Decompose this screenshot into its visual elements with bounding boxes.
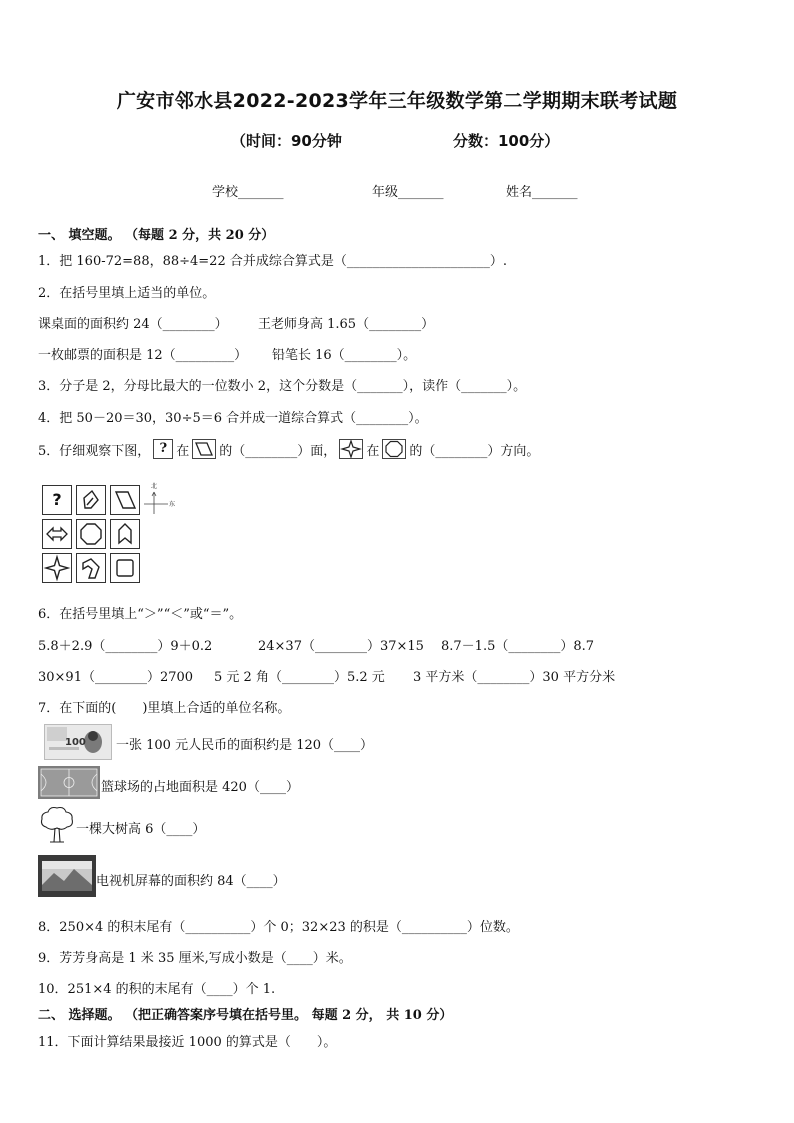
question-2: 2．在括号里填上适当的单位。 — [38, 286, 216, 301]
four-point-star-icon — [340, 440, 362, 458]
question-1: 1．把 160-72=88，88÷4=22 合并成综合算式是（______________________）. — [38, 254, 507, 269]
question-5-in-2: 在 — [366, 443, 380, 459]
basketball-court-image — [38, 766, 100, 799]
name-field[interactable]: 姓名_______ — [506, 185, 578, 200]
question-6: 6．在括号里填上“＞”“＜”或“＝”。 — [38, 607, 243, 622]
grid-cell-arrowhead — [76, 485, 106, 515]
question-3: 3．分子是 2，分母比最大的一位数小 2，这个分数是（_______），读作（_______）。 — [38, 379, 527, 394]
question-mark-icon: ? — [52, 490, 62, 509]
parallelogram-icon — [193, 440, 215, 458]
question-5-mid-2: 的（________）方向。 — [409, 443, 540, 459]
compass-east-label: 东 — [169, 501, 176, 508]
question-6f: 3 平方米（________）30 平方分米 — [413, 670, 616, 685]
parallelogram-box — [192, 439, 216, 459]
section1-heading: 一、 填空题。 （每题 2 分，共 20 分） — [38, 228, 275, 243]
bookmark-shape-icon — [111, 520, 139, 548]
grid-cell-double-arrow — [42, 519, 72, 549]
question-2a: 课桌面的面积约 24（________） — [38, 317, 228, 332]
hook-shape-icon — [77, 554, 105, 582]
question-4: 4．把 50－20＝30，30÷5＝6 合并成一道综合算式（________）。 — [38, 411, 428, 426]
page-title: 广安市邻水县2022-2023学年三年级数学第二学期期末联考试题 — [116, 90, 678, 112]
question-5-prefix: 5．仔细观察下图， — [38, 443, 151, 459]
grid-cell-hook — [76, 553, 106, 583]
question-7a: 一张 100 元人民币的面积约是 120（____） — [116, 738, 374, 753]
question-8: 8．250×4 的积末尾有（__________）个 0；32×23 的积是（__________）位数。 — [38, 920, 519, 935]
grid-cell-question — [42, 485, 72, 515]
compass-rose — [142, 483, 176, 516]
grid-cell-parallelogram — [110, 485, 140, 515]
question-7b: 篮球场的占地面积是 420（____） — [101, 780, 299, 795]
question-10: 10．251×4 的积的末尾有（____）个 1. — [38, 982, 276, 997]
exam-time: （时间：90分钟 — [231, 132, 342, 150]
star-box — [339, 439, 363, 459]
parallelogram-icon — [111, 486, 139, 514]
tree-icon — [38, 805, 76, 845]
banknote-image — [44, 724, 112, 760]
grade-field[interactable]: 年级_______ — [372, 185, 444, 200]
octagon-icon — [77, 520, 105, 548]
octagon-icon — [383, 440, 405, 458]
exam-score: 分数：100分） — [453, 132, 560, 150]
grid-cell-star — [42, 553, 72, 583]
question-5 — [38, 439, 539, 459]
compass-north-label: 北 — [151, 483, 158, 490]
pentagon-arrow-icon — [77, 486, 105, 514]
rounded-square-icon — [111, 554, 139, 582]
question-2d: 铅笔长 16（________）。 — [272, 348, 417, 363]
double-arrow-icon — [43, 520, 71, 548]
question-9: 9．芳芳身高是 1 米 35 厘米,写成小数是（____）米。 — [38, 951, 352, 966]
question-5-in-1: 在 — [176, 443, 190, 459]
octagon-box — [382, 439, 406, 459]
question-6c: 8.7－1.5（________）8.7 — [441, 639, 595, 654]
grid-cell-bookmark — [110, 519, 140, 549]
tree-image — [38, 805, 76, 845]
question-7: 7．在下面的( )里填上合适的单位名称。 — [38, 701, 291, 716]
television-icon — [38, 855, 96, 897]
question-6a: 5.8＋2.9（________）9＋0.2 — [38, 639, 213, 654]
four-point-star-icon — [43, 554, 71, 582]
question-7c: 一棵大树高 6（____） — [76, 822, 206, 837]
question-11: 11．下面计算结果最接近 1000 的算式是（ ）。 — [38, 1035, 337, 1050]
question-2b: 王老师身高 1.65（________） — [258, 317, 435, 332]
question-7d: 电视机屏幕的面积约 84（____） — [96, 874, 286, 889]
school-field[interactable]: 学校_______ — [212, 185, 284, 200]
question-5-mid-1: 的（________）面， — [219, 443, 337, 459]
section2-heading: 二、 选择题。 （把正确答案序号填在括号里。 每题 2 分， 共 10 分） — [38, 1008, 453, 1023]
question-mark-glyph: ? — [159, 441, 168, 456]
banknote-label: 100 — [65, 737, 86, 748]
television-image — [38, 855, 96, 897]
question-6e: 5 元 2 角（________）5.2 元 — [214, 670, 385, 685]
question-6d: 30×91（________）2700 — [38, 670, 194, 685]
grid-cell-octagon — [76, 519, 106, 549]
grid-cell-square — [110, 553, 140, 583]
basketball-court-icon — [38, 766, 100, 799]
question-2c: 一枚邮票的面积是 12（_________） — [38, 348, 248, 363]
question-6b: 24×37（________）37×15 — [258, 639, 424, 654]
question-mark-box — [153, 439, 173, 459]
